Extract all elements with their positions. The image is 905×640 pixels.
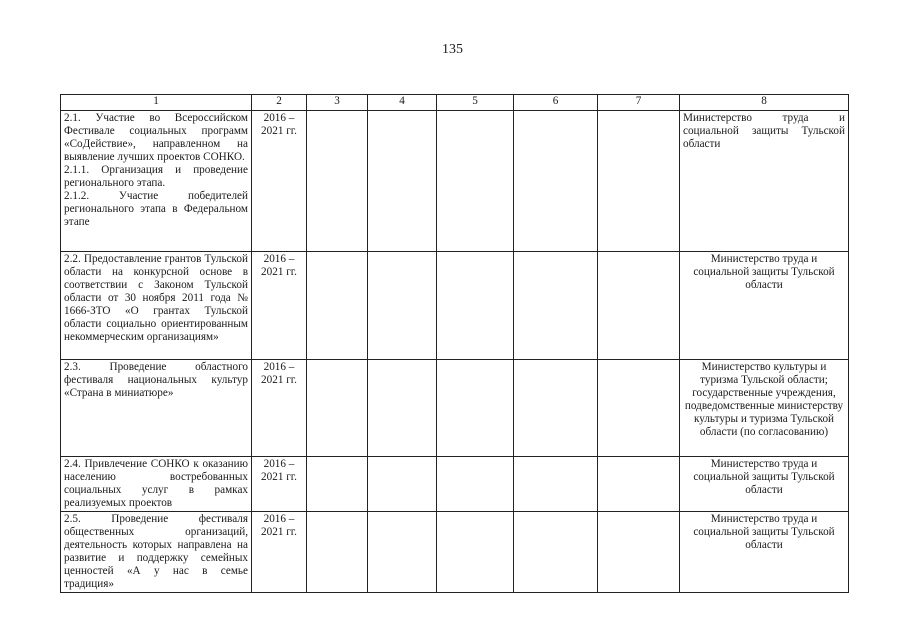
empty-cell (598, 252, 680, 360)
empty-cell (514, 512, 598, 593)
activity-text: 2.2. Предоставление грантов Тульской области на конкурсной основе в соответствии с Законом Тульской области от 30 ноября 2011 года № 1666-ЗТО «О грантах Тульской области социально ориентированным некоммерческим организациям» (64, 253, 248, 343)
empty-cell (514, 111, 598, 252)
responsible-cell: Министерство труда и социальной защиты Тульской области (680, 457, 849, 512)
empty-cell (437, 360, 514, 457)
empty-cell (437, 512, 514, 593)
period-cell: 2016 – 2021 гг. (252, 252, 307, 360)
empty-cell (368, 512, 437, 593)
empty-cell (598, 111, 680, 252)
empty-cell (598, 512, 680, 593)
period-cell: 2016 – 2021 гг. (252, 360, 307, 457)
header-row (61, 95, 849, 111)
activity-cell (61, 111, 252, 252)
empty-cell (307, 111, 368, 252)
activity-cell (61, 457, 252, 512)
activity-cell (61, 512, 252, 593)
table-row (61, 360, 849, 457)
empty-cell (307, 252, 368, 360)
activity-text: 2.4. Привлечение СОНКО к оказанию населению востребованных социальных услуг в рамках реализуемых проектов (64, 458, 248, 509)
empty-cell (437, 252, 514, 360)
activities-table (60, 94, 849, 593)
empty-cell (368, 252, 437, 360)
table-row (61, 512, 849, 593)
empty-cell (514, 252, 598, 360)
empty-cell (307, 457, 368, 512)
empty-cell (368, 360, 437, 457)
responsible-cell: Министерство труда и социальной защиты Тульской области (680, 252, 849, 360)
period-cell: 2016 – 2021 гг. (252, 512, 307, 593)
activity-subitem: 2.1.1. Организация и проведение регионального этапа. (64, 164, 248, 189)
activity-text: 2.1. Участие во Всероссийском Фестивале социальных программ «СоДействие», направленном на выявление лучших проектов СОНКО. (64, 112, 248, 163)
column-header-7: 7 (598, 95, 680, 111)
activity-cell (61, 252, 252, 360)
responsible-cell: Министерство культуры и туризма Тульской области; государственные учреждения, подведомственные министерству культуры и туризма Тульской области (по согласованию) (680, 360, 849, 457)
activity-text: 2.5. Проведение фестиваля общественных организаций, деятельность которых направлена на развитие и поддержку семейных ценностей «А у нас в семье традиция» (64, 513, 248, 590)
column-header-1: 1 (61, 95, 252, 111)
period-cell: 2016 – 2021 гг. (252, 111, 307, 252)
activity-subitem: 2.1.2. Участие победителей регионального этапа в Федеральном этапе (64, 190, 248, 228)
responsible-cell: Министерство труда и социальной защиты Тульской области (680, 512, 849, 593)
empty-cell (437, 111, 514, 252)
page-number: 135 (442, 42, 463, 57)
table-row (61, 111, 849, 252)
column-header-5: 5 (437, 95, 514, 111)
activity-text: 2.3. Проведение областного фестиваля национальных культур «Страна в миниатюре» (64, 361, 248, 399)
column-header-6: 6 (514, 95, 598, 111)
empty-cell (514, 360, 598, 457)
empty-cell (514, 457, 598, 512)
column-header-3: 3 (307, 95, 368, 111)
column-header-4: 4 (368, 95, 437, 111)
activity-cell (61, 360, 252, 457)
period-cell: 2016 – 2021 гг. (252, 457, 307, 512)
empty-cell (368, 111, 437, 252)
empty-cell (598, 360, 680, 457)
column-header-2: 2 (252, 95, 307, 111)
empty-cell (598, 457, 680, 512)
empty-cell (368, 457, 437, 512)
empty-cell (437, 457, 514, 512)
empty-cell (307, 512, 368, 593)
column-header-8: 8 (680, 95, 849, 111)
responsible-cell: Министерство труда и социальной защиты Тульской области (680, 111, 849, 252)
empty-cell (307, 360, 368, 457)
table-row (61, 457, 849, 512)
table-row (61, 252, 849, 360)
